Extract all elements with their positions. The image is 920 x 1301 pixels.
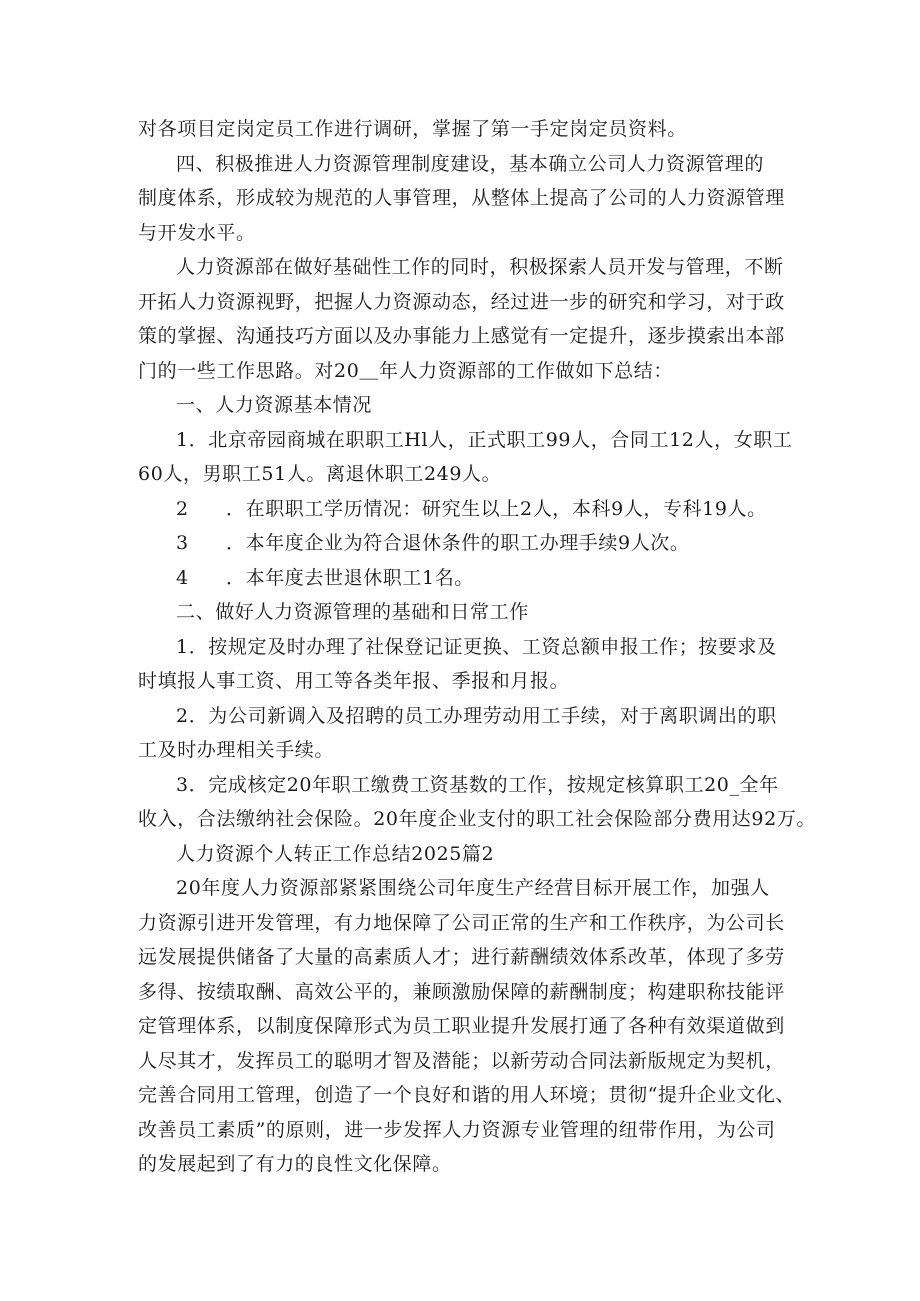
document-body: [138, 112, 816, 1182]
text-line: [138, 181, 792, 216]
line-text: 改善员工素质”的原则，进一步发挥人力资源专业管理的纽带作用，为公司: [138, 1118, 776, 1141]
line-text: 1．北京帝园商城在职职工Hl人，正式职工99人，合同工12人，女职工: [176, 428, 793, 451]
text-line: [138, 699, 792, 734]
text-line: [138, 561, 792, 596]
line-text: ．本年度去世退休职工1名。: [226, 566, 474, 589]
text-line: [138, 526, 792, 561]
line-text: 工及时办理相关手续。: [138, 739, 335, 761]
text-line: [138, 285, 792, 320]
text-line: [138, 906, 792, 941]
text-line: [138, 975, 792, 1010]
list-number: 2: [176, 497, 189, 520]
line-text: 20年度人力资源部紧紧围绕公司年度生产经营目标开展工作，加强人: [176, 877, 770, 899]
text-line: [138, 664, 792, 699]
line-text: 完善合同用工管理，创造了一个良好和谐的用人环境；贯彻“提升企业文化、: [138, 1084, 796, 1106]
line-text: 人力资源部在做好基础性工作的同时，积极探索人员开发与管理，不断: [176, 256, 784, 278]
line-text: ．在职职工学历情况：研究生以上2人，本科9人，专科19人。: [226, 497, 767, 520]
line-text: 力资源引进开发管理，有力地保障了公司正常的生产和工作秩序，为公司长: [138, 911, 785, 934]
line-text: 人力资源个人转正工作总结2025篇2: [176, 842, 495, 865]
line-text: 远发展提供储备了大量的高素质人才；进行薪酬绩效体系改革，体现了多劳: [138, 946, 785, 968]
text-line: [138, 354, 792, 389]
text-line: [138, 768, 792, 803]
line-text: 多得、按绩取酬、高效公平的，兼顾激励保障的薪酬制度；构建职称技能评: [138, 980, 785, 1003]
text-line: [138, 802, 816, 837]
line-text: 与开发水平。: [138, 221, 256, 244]
text-line: [138, 457, 792, 492]
text-line: [138, 250, 792, 285]
text-line: [138, 319, 792, 354]
line-text: 60人，男职工51人。离退休职工249人。: [138, 463, 502, 485]
line-text: 3．完成核定20年职工缴费工资基数的工作，按规定核算职工20_全年: [176, 773, 779, 796]
line-text: 门的一些工作思路。对20＿年人力资源部的工作做如下总结：: [138, 359, 673, 382]
text-line: [138, 112, 792, 147]
line-text: 二、做好人力资源管理的基础和日常工作: [176, 601, 529, 623]
line-text: 对各项目定岗定员工作进行调研，掌握了第一手定岗定员资料。: [138, 118, 687, 140]
text-line: [138, 871, 792, 906]
text-line: [138, 1044, 792, 1079]
line-text: 策的掌握、沟通技巧方面以及办事能力上感觉有一定提升，逐步摸索出本部: [138, 325, 785, 347]
line-text: 收入，合法缴纳社会保险。20年度企业支付的职工社会保险部分费用达92万。: [138, 808, 816, 830]
text-line: [138, 388, 792, 423]
text-line: [138, 733, 792, 768]
text-line: [138, 1147, 792, 1182]
text-line: [138, 837, 792, 872]
text-line: [138, 1009, 792, 1044]
line-text: ．本年度企业为符合退休条件的职工办理手续9人次。: [226, 532, 690, 554]
text-line: [138, 423, 792, 458]
line-text: 四、积极推进人力资源管理制度建设，基本确立公司人力资源管理的: [176, 152, 765, 175]
text-line: [138, 1113, 792, 1148]
line-text: 时填报人事工资、用工等各类年报、季报和月报。: [138, 670, 570, 692]
line-text: 一、人力资源基本情况: [176, 394, 373, 416]
text-line: [138, 216, 792, 251]
line-text: 1．按规定及时办理了社保登记证更换、工资总额申报工作；按要求及: [176, 635, 777, 658]
line-text: 定管理体系，以制度保障形式为员工职业提升发展打通了各种有效渠道做到: [138, 1015, 785, 1037]
list-number: 4: [176, 566, 189, 589]
list-number: 3: [176, 532, 189, 554]
line-text: 人尽其才，发挥员工的聪明才智及潜能；以新劳动合同法新版规定为契机，: [138, 1049, 785, 1072]
text-line: [138, 147, 792, 182]
line-text: 开拓人力资源视野，把握人力资源动态，经过进一步的研究和学习，对于政: [138, 290, 785, 313]
line-text: 2．为公司新调入及招聘的员工办理劳动用工手续，对于离职调出的职: [176, 704, 777, 727]
line-text: 制度体系，形成较为规范的人事管理，从整体上提高了公司的人力资源管理: [138, 187, 785, 209]
text-line: [138, 492, 792, 527]
line-text: 的发展起到了有力的良性文化保障。: [138, 1153, 452, 1175]
text-line: [138, 940, 792, 975]
text-line: [138, 1078, 796, 1113]
text-line: [138, 630, 792, 665]
text-line: [138, 595, 792, 630]
